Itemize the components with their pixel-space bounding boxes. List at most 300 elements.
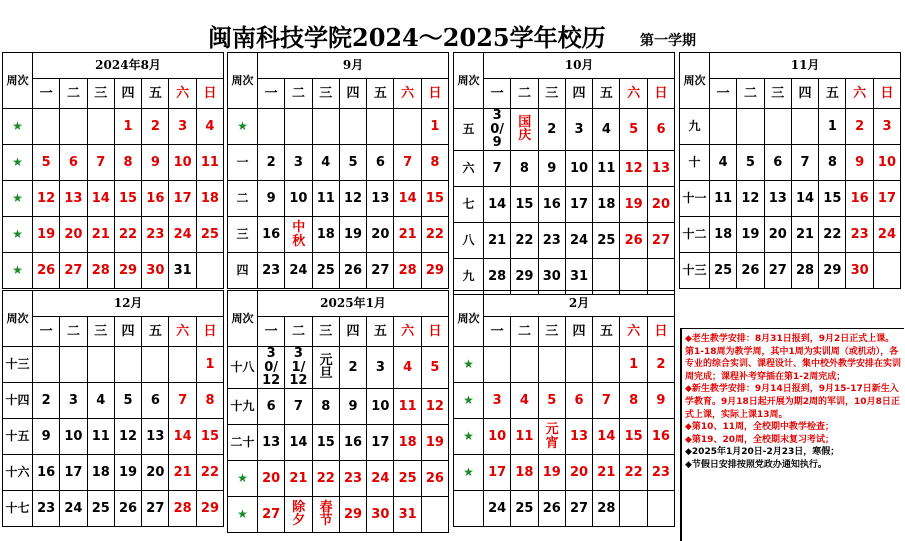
weekday-header: 一 <box>33 79 60 109</box>
day-cell: 23 <box>339 460 366 496</box>
weekday-header: 五 <box>367 317 394 347</box>
day-cell: 26 <box>620 222 647 258</box>
day-cell: 15 <box>114 181 141 217</box>
day-cell: 5 <box>538 383 565 419</box>
weekday-header: 六 <box>846 79 873 109</box>
day-cell: 5 <box>421 347 448 389</box>
day-cell: 25 <box>196 217 223 253</box>
weekday-header: 三 <box>538 79 565 109</box>
day-cell: 4 <box>394 347 421 389</box>
weekday-header: 五 <box>142 79 169 109</box>
day-cell: 10 <box>169 145 196 181</box>
day-cell: 25 <box>394 460 421 496</box>
holiday-week-star: ★ <box>454 383 484 419</box>
weekday-header: 五 <box>593 79 620 109</box>
weekday-header: 日 <box>196 79 223 109</box>
day-cell: 5 <box>339 145 366 181</box>
day-cell: 21 <box>593 455 620 491</box>
weekday-header: 二 <box>285 317 312 347</box>
day-cell: 21 <box>484 222 511 258</box>
empty-day-cell <box>538 347 565 383</box>
day-cell: 17 <box>169 181 196 217</box>
weekday-header: 三 <box>764 79 791 109</box>
weekday-header: 六 <box>620 317 647 347</box>
month-table <box>2 52 224 289</box>
day-cell: 18 <box>312 217 339 253</box>
day-cell: 30 <box>846 253 873 289</box>
week-number: 三 <box>228 217 258 253</box>
weekday-header: 六 <box>620 79 647 109</box>
day-cell: 8 <box>312 388 339 424</box>
day-cell: 2 <box>142 109 169 145</box>
week-column-header: 周次 <box>228 291 258 347</box>
weekday-header: 三 <box>312 317 339 347</box>
day-cell: 27 <box>142 491 169 527</box>
day-cell: 9 <box>33 419 60 455</box>
day-cell: 3 <box>484 383 511 419</box>
day-cell: 8 <box>511 150 538 186</box>
week-number <box>454 491 484 527</box>
day-cell: 17 <box>484 455 511 491</box>
day-cell: 10 <box>285 181 312 217</box>
day-cell: 11 <box>312 181 339 217</box>
weekday-header: 六 <box>169 317 196 347</box>
day-cell: 8 <box>819 145 846 181</box>
notes-panel <box>680 328 904 541</box>
day-cell: 国庆 <box>511 109 538 151</box>
day-cell: 4 <box>87 383 114 419</box>
weekday-header: 三 <box>312 79 339 109</box>
week-number: 九 <box>454 258 484 294</box>
day-cell: 1 <box>114 109 141 145</box>
day-cell: 19 <box>114 455 141 491</box>
day-cell: 10 <box>60 419 87 455</box>
month-table <box>2 290 224 527</box>
weekday-header: 一 <box>258 79 285 109</box>
weekday-header: 二 <box>60 79 87 109</box>
week-number: 十八 <box>228 347 258 389</box>
day-cell: 10 <box>565 150 592 186</box>
weekday-header: 二 <box>511 79 538 109</box>
day-cell: 24 <box>565 222 592 258</box>
holiday-week-star: ★ <box>228 496 258 532</box>
weekday-header: 一 <box>484 79 511 109</box>
empty-day-cell <box>484 347 511 383</box>
month-table <box>453 290 675 527</box>
weekday-header: 五 <box>367 79 394 109</box>
day-cell: 9 <box>258 181 285 217</box>
day-cell: 29 <box>114 253 141 289</box>
day-cell: 31 <box>169 253 196 289</box>
weekday-header: 二 <box>737 79 764 109</box>
week-number: 十 <box>680 145 710 181</box>
day-cell: 21 <box>285 460 312 496</box>
weekday-header: 日 <box>647 317 674 347</box>
day-cell: 26 <box>538 491 565 527</box>
day-cell: 25 <box>710 253 737 289</box>
weekday-header: 一 <box>258 317 285 347</box>
week-number: 八 <box>454 222 484 258</box>
month-title: 10月 <box>484 53 675 79</box>
day-cell: 22 <box>819 217 846 253</box>
empty-day-cell <box>258 109 285 145</box>
day-cell: 24 <box>873 217 900 253</box>
day-cell: 2 <box>647 347 674 383</box>
day-cell: 16 <box>33 455 60 491</box>
day-cell: 29 <box>196 491 223 527</box>
day-cell: 23 <box>142 217 169 253</box>
day-cell: 8 <box>114 145 141 181</box>
week-column-header: 周次 <box>680 53 710 109</box>
day-cell: 元旦 <box>312 347 339 389</box>
day-cell: 23 <box>538 222 565 258</box>
weekday-header: 三 <box>87 79 114 109</box>
week-column-header: 周次 <box>3 291 33 347</box>
day-cell: 18 <box>511 455 538 491</box>
day-cell: 6 <box>647 109 674 151</box>
empty-day-cell <box>710 109 737 145</box>
weekday-header: 六 <box>394 79 421 109</box>
day-cell: 15 <box>312 424 339 460</box>
day-cell: 春节 <box>312 496 339 532</box>
weekday-header: 日 <box>421 79 448 109</box>
week-number: 十七 <box>3 491 33 527</box>
week-number: 十四 <box>3 383 33 419</box>
day-cell: 20 <box>647 186 674 222</box>
day-cell: 30 <box>142 253 169 289</box>
month-title: 9月 <box>258 53 449 79</box>
weekday-header: 四 <box>114 317 141 347</box>
week-number: 十三 <box>3 347 33 383</box>
month-table <box>227 290 449 533</box>
semester-label: 第一学期 <box>640 33 696 49</box>
empty-day-cell <box>87 347 114 383</box>
day-cell: 30 <box>538 258 565 294</box>
day-cell: 13 <box>647 150 674 186</box>
day-cell: 7 <box>285 388 312 424</box>
day-cell: 元宵 <box>538 419 565 455</box>
day-cell: 16 <box>258 217 285 253</box>
day-cell: 30/12 <box>258 347 285 389</box>
day-cell: 3 <box>169 109 196 145</box>
day-cell: 21 <box>394 217 421 253</box>
day-cell: 2 <box>846 109 873 145</box>
day-cell: 20 <box>60 217 87 253</box>
day-cell: 7 <box>484 150 511 186</box>
holiday-week-star: ★ <box>3 109 33 145</box>
day-cell: 21 <box>169 455 196 491</box>
week-number: 十一 <box>680 181 710 217</box>
day-cell: 11 <box>710 181 737 217</box>
day-cell: 22 <box>421 217 448 253</box>
day-cell: 9 <box>647 383 674 419</box>
month-table <box>679 52 901 289</box>
day-cell: 5 <box>620 109 647 151</box>
day-cell: 18 <box>593 186 620 222</box>
weekday-header: 四 <box>339 79 366 109</box>
empty-day-cell <box>339 109 366 145</box>
day-cell: 9 <box>142 145 169 181</box>
day-cell: 16 <box>142 181 169 217</box>
empty-day-cell <box>737 109 764 145</box>
day-cell: 17 <box>565 186 592 222</box>
weekday-header: 四 <box>114 79 141 109</box>
day-cell: 20 <box>258 460 285 496</box>
day-cell: 23 <box>33 491 60 527</box>
day-cell: 21 <box>791 217 818 253</box>
day-cell: 15 <box>421 181 448 217</box>
day-cell: 11 <box>593 150 620 186</box>
day-cell: 25 <box>511 491 538 527</box>
day-cell: 除夕 <box>285 496 312 532</box>
day-cell: 8 <box>196 383 223 419</box>
week-column-header: 周次 <box>454 291 484 347</box>
day-cell: 14 <box>593 419 620 455</box>
day-cell: 17 <box>60 455 87 491</box>
weekday-header: 四 <box>791 79 818 109</box>
day-cell: 21 <box>87 217 114 253</box>
week-column-header: 周次 <box>228 53 258 109</box>
day-cell: 28 <box>791 253 818 289</box>
weekday-header: 日 <box>873 79 900 109</box>
empty-day-cell <box>196 253 223 289</box>
day-cell: 26 <box>421 460 448 496</box>
empty-day-cell <box>285 109 312 145</box>
week-number: 二十 <box>228 424 258 460</box>
day-cell: 29 <box>819 253 846 289</box>
day-cell: 26 <box>737 253 764 289</box>
day-cell: 31 <box>565 258 592 294</box>
holiday-week-star: ★ <box>454 419 484 455</box>
weekday-header: 二 <box>511 317 538 347</box>
weekday-header: 五 <box>142 317 169 347</box>
holiday-week-star: ★ <box>454 347 484 383</box>
day-cell: 24 <box>285 253 312 289</box>
day-cell: 4 <box>710 145 737 181</box>
day-cell: 31 <box>394 496 421 532</box>
weekday-header: 六 <box>169 79 196 109</box>
day-cell: 17 <box>873 181 900 217</box>
day-cell: 26 <box>339 253 366 289</box>
holiday-week-star: ★ <box>3 145 33 181</box>
day-cell: 4 <box>312 145 339 181</box>
note-old-students: ◆老生教学安排：8月31日报到，9月2日正式上课。第1-18周为教学周，其中1周为实训周（或机动），各专业的综合实训、课程设计、集中校外教学安排在实训周完成；课程补考穿插在第1-2周完成； <box>685 334 902 382</box>
week-number: 十九 <box>228 388 258 424</box>
day-cell: 20 <box>565 455 592 491</box>
day-cell: 30 <box>367 496 394 532</box>
holiday-week-star: ★ <box>3 217 33 253</box>
day-cell: 19 <box>620 186 647 222</box>
holiday-week-star: ★ <box>3 253 33 289</box>
page-title: 闽南科技学院2024～2025学年校历 <box>208 23 606 52</box>
day-cell: 31/12 <box>285 347 312 389</box>
note-holidays: ◆节假日安排按照党政办通知执行。 <box>685 459 827 470</box>
week-number: 七 <box>454 186 484 222</box>
day-cell: 14 <box>484 186 511 222</box>
empty-day-cell <box>791 109 818 145</box>
day-cell: 13 <box>142 419 169 455</box>
day-cell: 2 <box>33 383 60 419</box>
day-cell: 22 <box>620 455 647 491</box>
day-cell: 1 <box>620 347 647 383</box>
day-cell: 16 <box>846 181 873 217</box>
empty-day-cell <box>87 109 114 145</box>
day-cell: 14 <box>394 181 421 217</box>
day-cell: 27 <box>764 253 791 289</box>
day-cell: 23 <box>258 253 285 289</box>
day-cell: 29 <box>511 258 538 294</box>
day-cell: 10 <box>873 145 900 181</box>
holiday-week-star: ★ <box>228 109 258 145</box>
empty-day-cell <box>394 109 421 145</box>
empty-day-cell <box>33 109 60 145</box>
day-cell: 26 <box>33 253 60 289</box>
holiday-week-star: ★ <box>228 460 258 496</box>
day-cell: 19 <box>538 455 565 491</box>
note-midterm: ◆第10、11周，全校期中教学检查； <box>685 422 834 433</box>
day-cell: 8 <box>620 383 647 419</box>
weekday-header: 五 <box>819 79 846 109</box>
day-cell: 7 <box>87 145 114 181</box>
day-cell: 3 <box>565 109 592 151</box>
day-cell: 2 <box>339 347 366 389</box>
day-cell: 28 <box>394 253 421 289</box>
day-cell: 26 <box>114 491 141 527</box>
day-cell: 12 <box>114 419 141 455</box>
day-cell: 6 <box>367 145 394 181</box>
day-cell: 29 <box>421 253 448 289</box>
weekday-header: 六 <box>394 317 421 347</box>
week-number: 一 <box>228 145 258 181</box>
week-number: 九 <box>680 109 710 145</box>
day-cell: 3 <box>873 109 900 145</box>
day-cell: 7 <box>593 383 620 419</box>
weekday-header: 四 <box>565 79 592 109</box>
weekday-header: 三 <box>87 317 114 347</box>
month-title: 2024年8月 <box>33 53 224 79</box>
day-cell: 7 <box>791 145 818 181</box>
day-cell: 25 <box>87 491 114 527</box>
day-cell: 7 <box>169 383 196 419</box>
day-cell: 19 <box>421 424 448 460</box>
week-number: 二 <box>228 181 258 217</box>
day-cell: 19 <box>33 217 60 253</box>
empty-day-cell <box>593 347 620 383</box>
day-cell: 6 <box>258 388 285 424</box>
month-table <box>453 52 675 295</box>
weekday-header: 日 <box>196 317 223 347</box>
day-cell: 27 <box>60 253 87 289</box>
empty-day-cell <box>60 109 87 145</box>
day-cell: 30/9 <box>484 109 511 151</box>
day-cell: 19 <box>737 217 764 253</box>
weekday-header: 二 <box>60 317 87 347</box>
empty-day-cell <box>114 347 141 383</box>
weekday-header: 二 <box>285 79 312 109</box>
week-column-header: 周次 <box>454 53 484 109</box>
day-cell: 6 <box>565 383 592 419</box>
day-cell: 16 <box>647 419 674 455</box>
weekday-header: 三 <box>538 317 565 347</box>
week-number: 十三 <box>680 253 710 289</box>
day-cell: 11 <box>196 145 223 181</box>
day-cell: 14 <box>87 181 114 217</box>
day-cell: 12 <box>339 181 366 217</box>
month-title: 2025年1月 <box>258 291 449 317</box>
day-cell: 24 <box>484 491 511 527</box>
empty-day-cell <box>620 491 647 527</box>
empty-day-cell <box>142 347 169 383</box>
empty-day-cell <box>33 347 60 383</box>
day-cell: 24 <box>60 491 87 527</box>
empty-day-cell <box>421 496 448 532</box>
day-cell: 1 <box>196 347 223 383</box>
day-cell: 16 <box>538 186 565 222</box>
day-cell: 20 <box>142 455 169 491</box>
weekday-header: 四 <box>565 317 592 347</box>
day-cell: 12 <box>33 181 60 217</box>
day-cell: 4 <box>196 109 223 145</box>
note-final-exam: ◆第19、20周，全校期末复习考试； <box>685 434 834 445</box>
day-cell: 6 <box>142 383 169 419</box>
day-cell: 27 <box>565 491 592 527</box>
week-column-header: 周次 <box>3 53 33 109</box>
day-cell: 6 <box>764 145 791 181</box>
month-title: 12月 <box>33 291 224 317</box>
day-cell: 20 <box>367 217 394 253</box>
day-cell: 7 <box>394 145 421 181</box>
day-cell: 15 <box>196 419 223 455</box>
weekday-header: 日 <box>421 317 448 347</box>
empty-day-cell <box>873 253 900 289</box>
day-cell: 10 <box>367 388 394 424</box>
weekday-header: 一 <box>710 79 737 109</box>
day-cell: 12 <box>620 150 647 186</box>
day-cell: 29 <box>339 496 366 532</box>
day-cell: 12 <box>737 181 764 217</box>
day-cell: 8 <box>421 145 448 181</box>
day-cell: 28 <box>169 491 196 527</box>
day-cell: 22 <box>312 460 339 496</box>
day-cell: 9 <box>846 145 873 181</box>
month-title: 11月 <box>710 53 901 79</box>
day-cell: 11 <box>87 419 114 455</box>
day-cell: 18 <box>87 455 114 491</box>
holiday-week-star: ★ <box>3 181 33 217</box>
weekday-header: 五 <box>593 317 620 347</box>
day-cell: 14 <box>791 181 818 217</box>
weekday-header: 四 <box>339 317 366 347</box>
day-cell: 24 <box>367 460 394 496</box>
day-cell: 18 <box>394 424 421 460</box>
day-cell: 13 <box>764 181 791 217</box>
day-cell: 25 <box>312 253 339 289</box>
day-cell: 9 <box>538 150 565 186</box>
day-cell: 11 <box>394 388 421 424</box>
day-cell: 9 <box>339 388 366 424</box>
day-cell: 13 <box>60 181 87 217</box>
day-cell: 13 <box>258 424 285 460</box>
day-cell: 2 <box>538 109 565 151</box>
empty-day-cell <box>511 347 538 383</box>
week-number: 十五 <box>3 419 33 455</box>
day-cell: 28 <box>87 253 114 289</box>
day-cell: 中秋 <box>285 217 312 253</box>
empty-day-cell <box>764 109 791 145</box>
day-cell: 17 <box>367 424 394 460</box>
day-cell: 27 <box>367 253 394 289</box>
day-cell: 15 <box>819 181 846 217</box>
